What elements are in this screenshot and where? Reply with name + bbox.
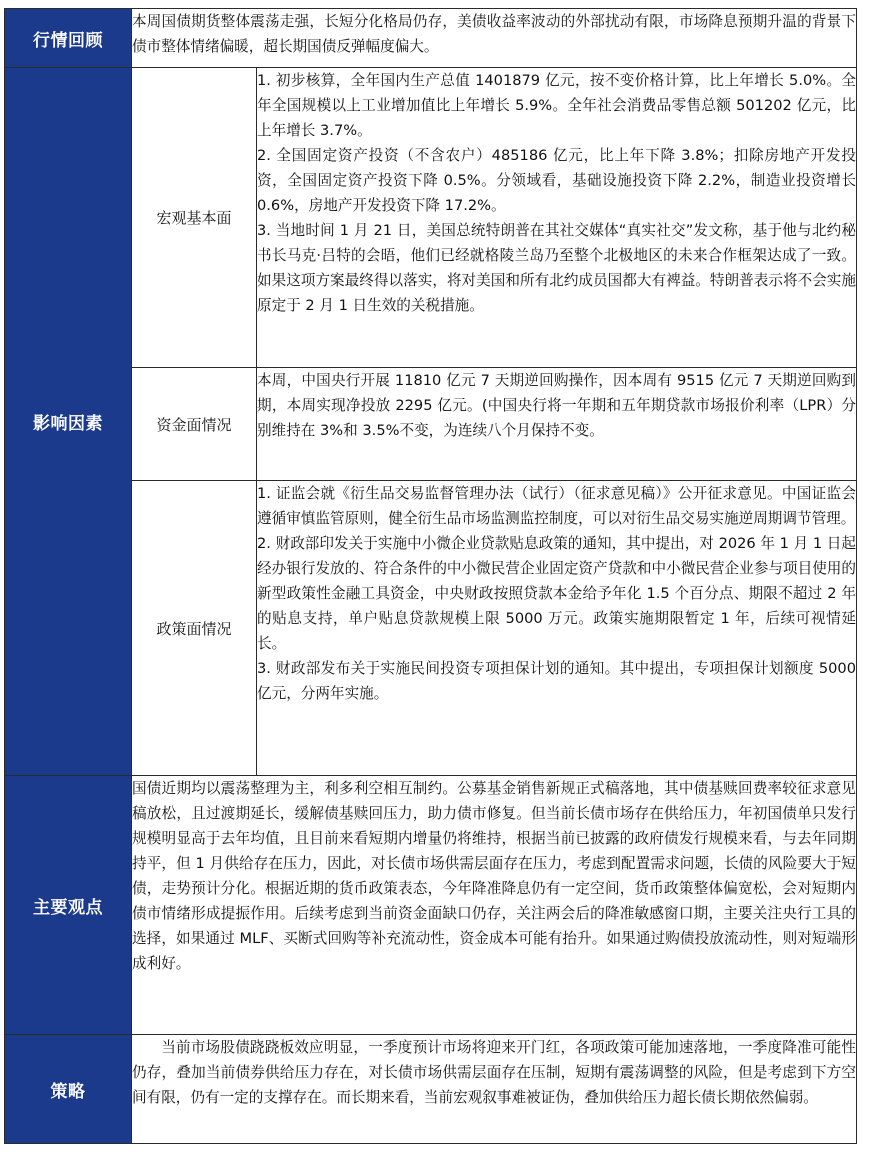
main-view-text: 国债近期均以震荡整理为主，利多利空相互制约。公募基金销售新规正式稿落地，其中债基赎回费率较征求意见稿放松，且过渡期延长，缓解债基赎回压力，助力债市修复。但当前长债市场存在供给压力，年初国债单只发行规模明显高于去年均值，且目前来看短期内增量仍将维持，根据当前已披露的政府债发行规模来看，与去年同期持平，但 1 月供给存在压力，因此，对长债市场供需层面存在压力，考虑到配置需求问题，长债的风险要大于短债，走势预计分化。根据近期的货币政策表态，今年降准降息仍有一定空间，货币政策整体偏宽松，会对短期内债市情绪形成提振作用。后续考虑到当前资金面缺口仍存，关注两会后的降准敏感窗口期，主要关注央行工具的选择，如果通过 MLF、买断式回购等补充流动性，资金成本可能有抬升。如果通过购债投放流动性，则对短端形成利好。 <box>132 776 857 1035</box>
macro-content <box>257 68 857 368</box>
factors-header: 影响因素 <box>5 68 132 776</box>
market-review-header: 行情回顾 <box>5 9 132 68</box>
main-view-header: 主要观点 <box>5 776 132 1035</box>
policy-content <box>257 481 857 776</box>
strategy-text: 当前市场股债跷跷板效应明显，一季度预计市场将迎来开门红，各项政策可能加速落地，一季度降准可能性仍存，叠加当前债券供给压力存在，对长债市场供需层面存在压制，短期有震荡调整的风险，但是考虑到下方空间有限，仍有一定的支撑存在。而长期来看，当前宏观叙事难被证伪，叠加供给压力超长债长期依然偏弱。 <box>132 1035 857 1144</box>
macro-item: 2. 全国固定资产投资（不含农户）485186 亿元，比上年下降 3.8%；扣除房地产开发投资，全国固定资产投资下降 0.5%。分领域看，基础设施投资下降 2.2%，制造业投资增长 0.6%，房地产开发投资下降 17.2%。 <box>257 147 857 214</box>
policy-item: 1. 证监会就《衍生品交易监督管理办法（试行）（征求意见稿）》公开征求意见。中国证监会遵循审慎监管原则，健全衍生品市场监测监控制度，可以对衍生品交易实施逆周期调节管理。 <box>257 485 857 527</box>
strategy-header: 策略 <box>5 1035 132 1144</box>
macro-label: 宏观基本面 <box>132 68 257 368</box>
market-review-text: 本周国债期货整体震荡走强，长短分化格局仍存，美债收益率波动的外部扰动有限，市场降息预期升温的背景下债市整体情绪偏暖，超长期国债反弹幅度偏大。 <box>132 9 857 68</box>
policy-item: 2. 财政部印发关于实施中小微企业贷款贴息政策的通知，其中提出，对 2026 年 1 月 1 日起经办银行发放的、符合条件的中小微民营企业固定资产贷款和中小微民营企业参与项目使用的新型政策性金融工具资金，中央财政按照贷款本金给予年化 1.5 个百分点、期限不超过 2 年的贴息支持，单户贴息贷款规模上限 5000 万元。政策实施期限暂定 1 年，后续可视情延长。 <box>257 535 857 652</box>
policy-label: 政策面情况 <box>132 481 257 776</box>
row-policy <box>5 481 857 776</box>
funding-label: 资金面情况 <box>132 368 257 481</box>
row-funding <box>5 368 857 481</box>
macro-item: 3. 当地时间 1 月 21 日，美国总统特朗普在其社交媒体“真实社交”发文称，基于他与北约秘书长马克·吕特的会晤，他们已经就格陵兰岛乃至整个北极地区的未来合作框架达成了一致。如果这项方案最终得以落实，将对美国和所有北约成员国都大有裨益。特朗普表示将不会实施原定于 2 月 1 日生效的关税措施。 <box>257 222 857 314</box>
row-macro <box>5 68 857 368</box>
policy-item: 3. 财政部发布关于实施民间投资专项担保计划的通知。其中提出，专项担保计划额度 5000 亿元，分两年实施。 <box>257 660 857 702</box>
row-strategy <box>5 1035 857 1144</box>
row-market-review <box>5 9 857 68</box>
market-report-table <box>4 8 857 1144</box>
row-main-view <box>5 776 857 1035</box>
funding-text: 本周，中国央行开展 11810 亿元 7 天期逆回购操作，因本周有 9515 亿元 7 天期逆回购到期，本周实现净投放 2295 亿元。(中国央行将一年期和五年期贷款市场报价利率（LPR）分别维持在 3%和 3.5%不变，为连续八个月保持不变。 <box>257 368 857 481</box>
macro-item: 1. 初步核算，全年国内生产总值 1401879 亿元，按不变价格计算，比上年增长 5.0%。全年全国规模以上工业增加值比上年增长 5.9%。全年社会消费品零售总额 501202 亿元，比上年增长 3.7%。 <box>257 72 857 139</box>
